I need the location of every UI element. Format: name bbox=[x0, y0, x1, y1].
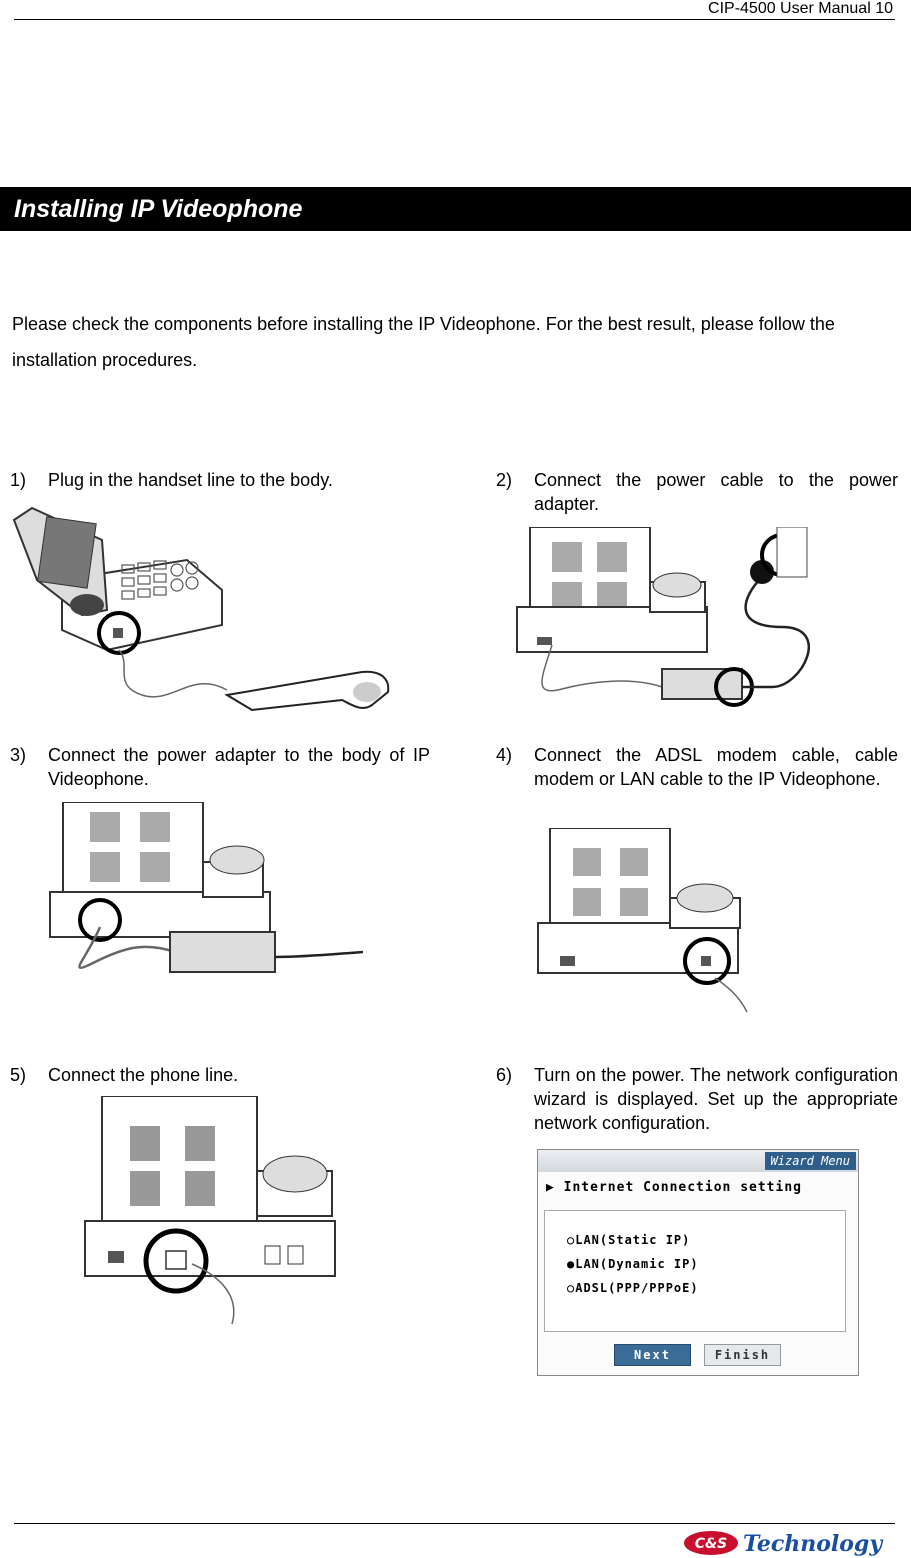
step-text: Connect the power adapter to the body of IP Videophone. bbox=[48, 745, 430, 789]
wizard-heading-text: Internet Connection setting bbox=[563, 1180, 802, 1195]
option-adsl[interactable] bbox=[567, 1281, 699, 1295]
step-text: Connect the power cable to the power adapter. bbox=[534, 470, 898, 514]
power-cable-illustration bbox=[512, 527, 812, 710]
section-banner bbox=[0, 187, 911, 231]
step-number: 3) bbox=[10, 745, 27, 765]
finish-button[interactable]: Finish bbox=[704, 1344, 781, 1366]
wizard-options-box bbox=[544, 1210, 846, 1332]
header-rule bbox=[14, 19, 895, 20]
adapter-to-body-illustration bbox=[45, 802, 365, 982]
page-header: CIP-4500 User Manual 10 bbox=[708, 0, 893, 17]
svg-text:Technology: Technology bbox=[743, 1531, 883, 1556]
option-lan-dynamic[interactable] bbox=[567, 1257, 699, 1271]
radio-unselected-icon[interactable]: ○ bbox=[567, 1233, 576, 1247]
option-label: ADSL(PPP/PPPoE) bbox=[575, 1281, 699, 1295]
step-text: Connect the phone line. bbox=[48, 1065, 239, 1085]
footer-rule bbox=[14, 1523, 895, 1524]
radio-unselected-icon[interactable]: ○ bbox=[567, 1281, 576, 1295]
step-text: Turn on the power. The network configuration wizard is displayed. Set up the appropriate network configuration. bbox=[534, 1065, 898, 1133]
svg-text:C&S: C&S bbox=[694, 1536, 728, 1552]
step-text: Plug in the handset line to the body. bbox=[48, 470, 333, 490]
network-wizard-screenshot bbox=[537, 1149, 859, 1376]
radio-selected-icon[interactable]: ● bbox=[567, 1257, 576, 1271]
option-lan-static[interactable] bbox=[567, 1233, 690, 1247]
option-label: LAN(Dynamic IP) bbox=[575, 1257, 699, 1271]
next-button[interactable]: Next bbox=[614, 1344, 691, 1366]
step-text: Connect the ADSL modem cable, cable modem or LAN cable to the IP Videophone. bbox=[534, 745, 898, 789]
section-title: Installing IP Videophone bbox=[14, 195, 303, 223]
wizard-menu-label[interactable]: Wizard Menu bbox=[765, 1152, 856, 1170]
wizard-title-bar bbox=[538, 1150, 858, 1172]
option-label: LAN(Static IP) bbox=[575, 1233, 691, 1247]
intro-paragraph: Please check the components before installing the IP Videophone. For the best result, please follow the installation procedures. bbox=[12, 314, 835, 370]
phone-line-illustration bbox=[80, 1096, 340, 1326]
step-number: 4) bbox=[496, 745, 513, 765]
lan-cable-illustration bbox=[535, 828, 750, 1013]
handset-connection-illustration bbox=[12, 500, 392, 718]
wizard-heading: ▶ Internet Connection setting bbox=[546, 1180, 802, 1195]
company-logo bbox=[683, 1530, 895, 1556]
step-number: 5) bbox=[10, 1065, 27, 1085]
step-number: 6) bbox=[496, 1065, 513, 1085]
step-number: 2) bbox=[496, 470, 513, 490]
step-number: 1) bbox=[10, 470, 27, 490]
